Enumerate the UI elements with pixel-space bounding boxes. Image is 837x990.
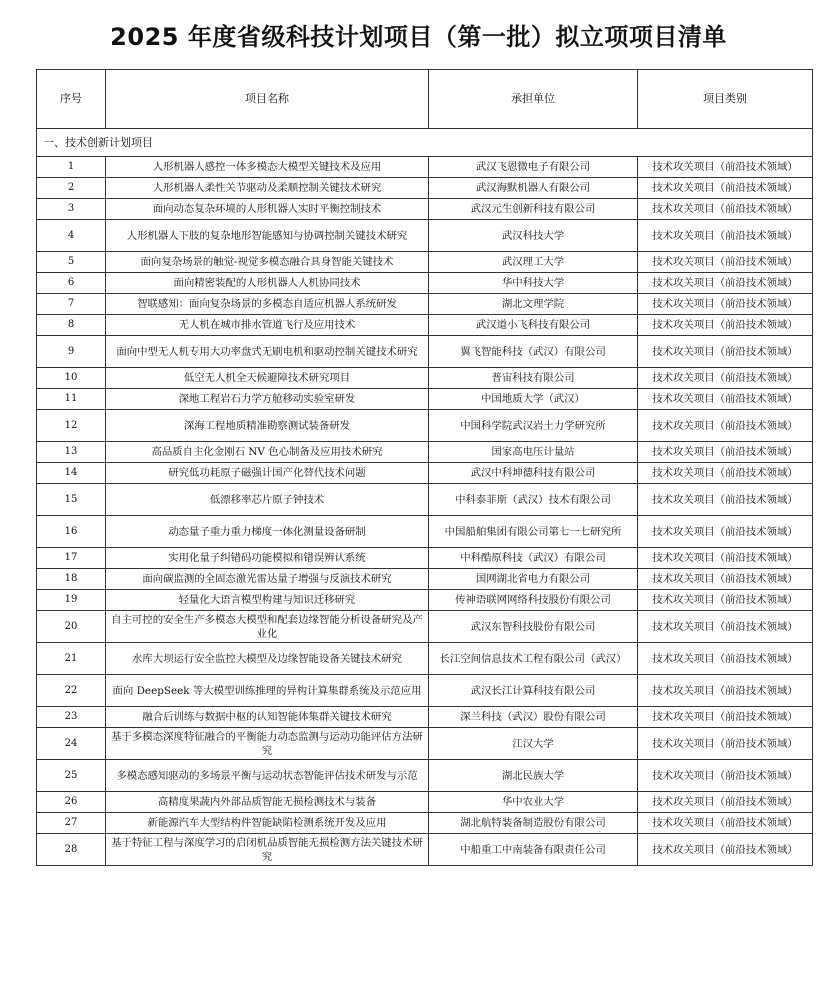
- cell-category: 技术攻关项目（前沿技术领域）: [638, 516, 813, 548]
- cell-seq: 28: [37, 834, 106, 866]
- cell-project-name: 深地工程岩石力学方舱移动实验室研发: [106, 389, 429, 410]
- header-seq: 序号: [37, 70, 106, 129]
- cell-unit: 江汉大学: [429, 728, 638, 760]
- cell-seq: 12: [37, 410, 106, 442]
- cell-category: 技术攻关项目（前沿技术领域）: [638, 484, 813, 516]
- table-row: [37, 199, 813, 220]
- cell-unit: 中船重工中南装备有限责任公司: [429, 834, 638, 866]
- cell-unit: 武汉东智科技股份有限公司: [429, 611, 638, 643]
- cell-seq: 5: [37, 252, 106, 273]
- cell-project-name: 面向中型无人机专用大功率盘式无刷电机和驱动控制关键技术研究: [106, 336, 429, 368]
- table-row: [37, 157, 813, 178]
- table-row: [37, 813, 813, 834]
- cell-project-name: 动态量子重力重力梯度一体化测量设备研制: [106, 516, 429, 548]
- cell-seq: 20: [37, 611, 106, 643]
- cell-seq: 25: [37, 760, 106, 792]
- header-unit: 承担单位: [429, 70, 638, 129]
- cell-seq: 11: [37, 389, 106, 410]
- table-row: [37, 220, 813, 252]
- cell-category: 技术攻关项目（前沿技术领域）: [638, 548, 813, 569]
- section-title: 一、技术创新计划项目: [37, 129, 813, 157]
- cell-seq: 23: [37, 707, 106, 728]
- cell-seq: 24: [37, 728, 106, 760]
- cell-unit: 武汉飞恩微电子有限公司: [429, 157, 638, 178]
- cell-project-name: 面向碳监测的全固态激光雷达量子增强与反演技术研究: [106, 569, 429, 590]
- cell-category: 技术攻关项目（前沿技术领域）: [638, 675, 813, 707]
- cell-unit: 长江空间信息技术工程有限公司（武汉）: [429, 643, 638, 675]
- cell-seq: 14: [37, 463, 106, 484]
- cell-project-name: 融合后训练与数据中枢的认知智能体集群关键技术研究: [106, 707, 429, 728]
- cell-project-name: 高品质自主化金刚石 NV 色心制备及应用技术研究: [106, 442, 429, 463]
- cell-project-name: 基于特征工程与深度学习的启闭机品质智能无损检测方法关键技术研究: [106, 834, 429, 866]
- cell-seq: 9: [37, 336, 106, 368]
- cell-seq: 19: [37, 590, 106, 611]
- table-row: [37, 611, 813, 643]
- table-row: [37, 442, 813, 463]
- cell-category: 技术攻关项目（前沿技术领域）: [638, 315, 813, 336]
- cell-seq: 10: [37, 368, 106, 389]
- cell-project-name: 人形机器人下肢的复杂地形智能感知与协调控制关键技术研究: [106, 220, 429, 252]
- table-row: [37, 675, 813, 707]
- cell-project-name: 面向动态复杂环境的人形机器人实时平衡控制技术: [106, 199, 429, 220]
- table-row: [37, 834, 813, 866]
- table-row: [37, 463, 813, 484]
- cell-category: 技术攻关项目（前沿技术领域）: [638, 336, 813, 368]
- cell-project-name: 人形机器人感控一体多模态大模型关键技术及应用: [106, 157, 429, 178]
- cell-category: 技术攻关项目（前沿技术领域）: [638, 463, 813, 484]
- cell-unit: 武汉海默机器人有限公司: [429, 178, 638, 199]
- cell-project-name: 人形机器人柔性关节驱动及柔顺控制关键技术研究: [106, 178, 429, 199]
- cell-category: 技术攻关项目（前沿技术领域）: [638, 220, 813, 252]
- table-row: [37, 707, 813, 728]
- cell-project-name: 低漂移率芯片原子钟技术: [106, 484, 429, 516]
- cell-seq: 7: [37, 294, 106, 315]
- cell-seq: 1: [37, 157, 106, 178]
- cell-category: 技术攻关项目（前沿技术领域）: [638, 590, 813, 611]
- cell-project-name: 深海工程地质精准勘察测试装备研发: [106, 410, 429, 442]
- cell-unit: 翼飞智能科技（武汉）有限公司: [429, 336, 638, 368]
- cell-seq: 27: [37, 813, 106, 834]
- cell-seq: 16: [37, 516, 106, 548]
- table-row: [37, 336, 813, 368]
- cell-project-name: 轻量化大语言模型构建与知识迁移研究: [106, 590, 429, 611]
- header-project-name: 项目名称: [106, 70, 429, 129]
- cell-unit: 中科泰菲斯（武汉）技术有限公司: [429, 484, 638, 516]
- cell-category: 技术攻关项目（前沿技术领域）: [638, 728, 813, 760]
- cell-seq: 15: [37, 484, 106, 516]
- cell-category: 技术攻关项目（前沿技术领域）: [638, 442, 813, 463]
- table-row: [37, 273, 813, 294]
- table-row: [37, 569, 813, 590]
- cell-seq: 17: [37, 548, 106, 569]
- cell-unit: 普宙科技有限公司: [429, 368, 638, 389]
- cell-unit: 中科酷原科技（武汉）有限公司: [429, 548, 638, 569]
- cell-category: 技术攻关项目（前沿技术领域）: [638, 792, 813, 813]
- table-header-row: [37, 70, 813, 129]
- table-row: [37, 548, 813, 569]
- cell-seq: 2: [37, 178, 106, 199]
- header-category: 项目类别: [638, 70, 813, 129]
- cell-unit: 武汉理工大学: [429, 252, 638, 273]
- table-row: [37, 315, 813, 336]
- cell-category: 技术攻关项目（前沿技术领域）: [638, 368, 813, 389]
- cell-project-name: 研究低功耗原子磁强计国产化替代技术问题: [106, 463, 429, 484]
- table-row: [37, 516, 813, 548]
- cell-project-name: 高精度果蔬内外部品质智能无损检测技术与装备: [106, 792, 429, 813]
- cell-unit: 华中农业大学: [429, 792, 638, 813]
- cell-unit: 武汉长江计算科技有限公司: [429, 675, 638, 707]
- cell-category: 技术攻关项目（前沿技术领域）: [638, 569, 813, 590]
- cell-unit: 武汉道小飞科技有限公司: [429, 315, 638, 336]
- cell-project-name: 基于多模态深度特征融合的平衡能力动态监测与运动功能评估方法研究: [106, 728, 429, 760]
- cell-category: 技术攻关项目（前沿技术领域）: [638, 273, 813, 294]
- cell-seq: 26: [37, 792, 106, 813]
- table-row: [37, 252, 813, 273]
- cell-unit: 武汉科技大学: [429, 220, 638, 252]
- cell-seq: 22: [37, 675, 106, 707]
- cell-category: 技术攻关项目（前沿技术领域）: [638, 760, 813, 792]
- cell-category: 技术攻关项目（前沿技术领域）: [638, 707, 813, 728]
- cell-seq: 4: [37, 220, 106, 252]
- cell-project-name: 多模态感知驱动的多场景平衡与运动状态智能评估技术研发与示范: [106, 760, 429, 792]
- cell-unit: 中国地质大学（武汉）: [429, 389, 638, 410]
- cell-project-name: 面向 DeepSeek 等大模型训练推理的异构计算集群系统及示范应用: [106, 675, 429, 707]
- cell-category: 技术攻关项目（前沿技术领域）: [638, 643, 813, 675]
- table-row: [37, 643, 813, 675]
- cell-seq: 21: [37, 643, 106, 675]
- cell-seq: 3: [37, 199, 106, 220]
- cell-unit: 中国科学院武汉岩土力学研究所: [429, 410, 638, 442]
- cell-unit: 传神语联网网络科技股份有限公司: [429, 590, 638, 611]
- cell-unit: 华中科技大学: [429, 273, 638, 294]
- cell-project-name: 新能源汽车大型结构件智能缺陷检测系统开发及应用: [106, 813, 429, 834]
- table-row: [37, 368, 813, 389]
- cell-category: 技术攻关项目（前沿技术领域）: [638, 178, 813, 199]
- cell-project-name: 智联感知：面向复杂场景的多模态自适应机器人系统研发: [106, 294, 429, 315]
- cell-unit: 国家高电压计量站: [429, 442, 638, 463]
- cell-unit: 湖北航特装备制造股份有限公司: [429, 813, 638, 834]
- table-row: [37, 178, 813, 199]
- section-row: [37, 129, 813, 157]
- cell-category: 技术攻关项目（前沿技术领域）: [638, 157, 813, 178]
- cell-category: 技术攻关项目（前沿技术领域）: [638, 834, 813, 866]
- table-row: [37, 484, 813, 516]
- cell-project-name: 水库大坝运行安全监控大模型及边缘智能设备关键技术研究: [106, 643, 429, 675]
- cell-project-name: 面向复杂场景的触觉-视觉多模态融合具身智能关键技术: [106, 252, 429, 273]
- cell-project-name: 自主可控的安全生产多模态大模型和配套边缘智能分析设备研究及产业化: [106, 611, 429, 643]
- table-row: [37, 410, 813, 442]
- cell-unit: 国网湖北省电力有限公司: [429, 569, 638, 590]
- cell-category: 技术攻关项目（前沿技术领域）: [638, 813, 813, 834]
- cell-seq: 13: [37, 442, 106, 463]
- cell-unit: 中国船舶集团有限公司第七一七研究所: [429, 516, 638, 548]
- cell-seq: 8: [37, 315, 106, 336]
- table-row: [37, 760, 813, 792]
- table-row: [37, 590, 813, 611]
- cell-unit: 深兰科技（武汉）股份有限公司: [429, 707, 638, 728]
- table-row: [37, 389, 813, 410]
- cell-unit: 湖北民族大学: [429, 760, 638, 792]
- cell-project-name: 实用化量子纠错码功能模拟和错误辨认系统: [106, 548, 429, 569]
- cell-category: 技术攻关项目（前沿技术领域）: [638, 389, 813, 410]
- cell-category: 技术攻关项目（前沿技术领域）: [638, 199, 813, 220]
- cell-unit: 武汉元生创新科技有限公司: [429, 199, 638, 220]
- document-title: 2025 年度省级科技计划项目（第一批）拟立项项目清单: [110, 23, 727, 51]
- cell-category: 技术攻关项目（前沿技术领域）: [638, 294, 813, 315]
- cell-unit: 武汉中科坤德科技有限公司: [429, 463, 638, 484]
- cell-project-name: 低空无人机全天候避障技术研究项目: [106, 368, 429, 389]
- cell-project-name: 面向精密装配的人形机器人人机协同技术: [106, 273, 429, 294]
- table-row: [37, 792, 813, 813]
- table-row: [37, 294, 813, 315]
- project-list-table: [36, 69, 813, 866]
- cell-project-name: 无人机在城市排水管道飞行及应用技术: [106, 315, 429, 336]
- cell-seq: 6: [37, 273, 106, 294]
- cell-category: 技术攻关项目（前沿技术领域）: [638, 252, 813, 273]
- cell-category: 技术攻关项目（前沿技术领域）: [638, 611, 813, 643]
- table-row: [37, 728, 813, 760]
- cell-unit: 湖北文理学院: [429, 294, 638, 315]
- cell-seq: 18: [37, 569, 106, 590]
- cell-category: 技术攻关项目（前沿技术领域）: [638, 410, 813, 442]
